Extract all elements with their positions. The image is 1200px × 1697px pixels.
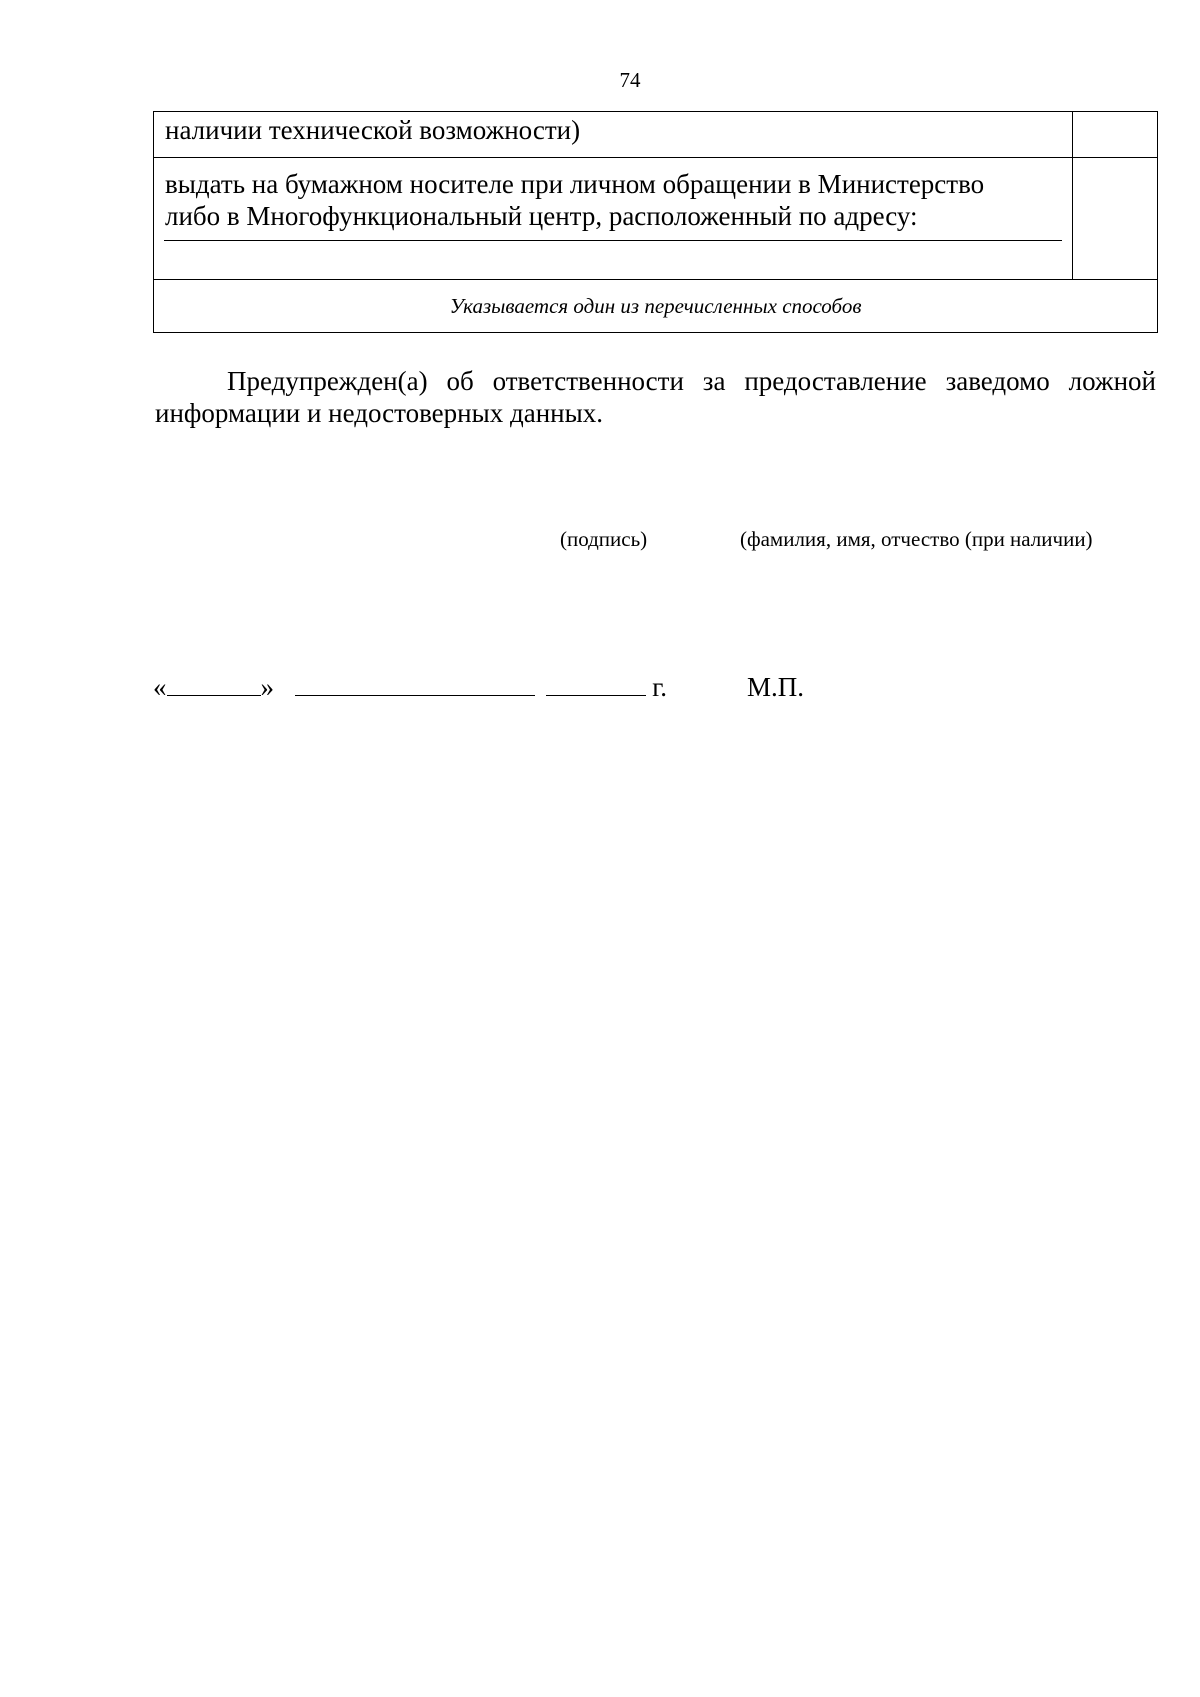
date-line [153,672,667,703]
table-row [154,112,1158,158]
option-text-cell [154,158,1073,280]
option-checkbox-cell[interactable] [1072,158,1157,280]
stamp-label: М.П. [747,672,805,702]
option-paper-text [154,158,1072,232]
liability-warning: Предупрежден(а) об ответственности за предоставление заведомо ложной информации и недостоверных данных. [155,366,1156,428]
delivery-method-table [153,111,1158,333]
option-electronic-continued: наличии технической возможности) [165,115,581,145]
option-checkbox-cell[interactable] [1072,112,1157,158]
option-text-cell [154,112,1073,158]
month-field[interactable] [295,694,535,696]
day-field[interactable] [167,694,261,696]
table-row [154,280,1158,333]
option-paper-line-2: либо в Многофункциональный центр, расположенный по адресу: [165,201,918,231]
note-text: Указывается один из перечисленных способов [449,294,862,318]
full-name-label: (фамилия, имя, отчество (при наличии) [740,527,1093,551]
option-paper-line-1: выдать на бумажном носителе при личном обращении в Министерство [165,169,985,199]
open-quote: « [153,672,167,702]
table-row [154,158,1158,280]
year-suffix: г. [652,672,668,702]
note-cell [154,280,1158,333]
year-field[interactable] [546,694,646,696]
address-field[interactable] [164,240,1062,241]
signature-label: (подпись) [560,527,648,551]
page-number: 74 [619,68,641,92]
close-quote: » [260,672,274,702]
